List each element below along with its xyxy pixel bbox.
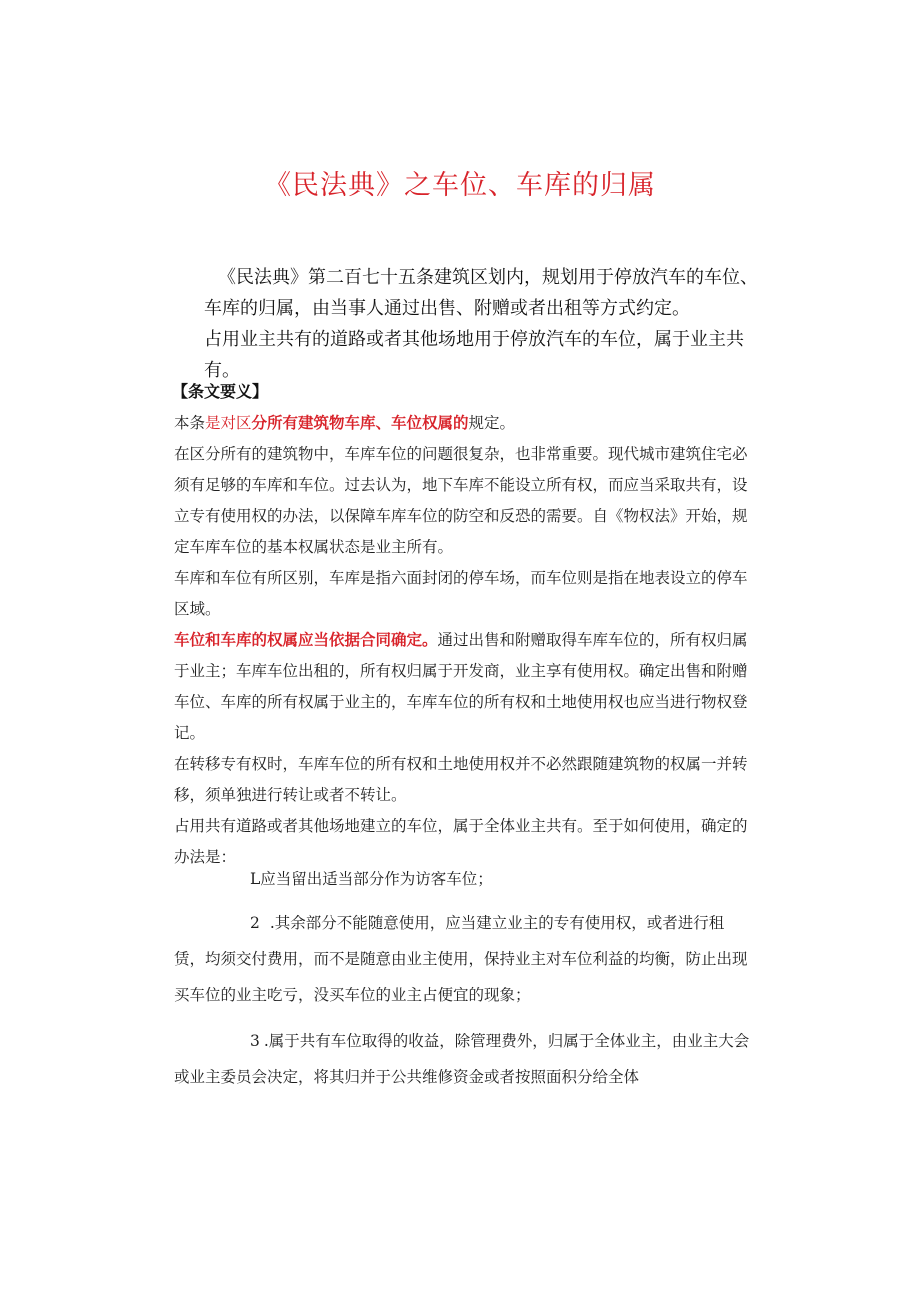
list-item-text: .其余部分不能随意使用，应当建立业主的专有使用权，或者进行租赁，均须交付费用，而不是随意由业主使用，保持业主对车位利益的均衡，防止出现买车位的业主吃亏，没买车位的业主占便宜的现象； bbox=[174, 914, 748, 1004]
list-item bbox=[174, 905, 750, 1013]
law-article bbox=[204, 262, 764, 386]
explanation-body bbox=[174, 408, 750, 873]
paragraph-1-prefix: 本条 bbox=[174, 414, 206, 432]
paragraph-1 bbox=[174, 408, 750, 439]
list-item-number: 2 bbox=[250, 914, 260, 932]
article-text-1: 《民法典》第二百七十五条建筑区划内，规划用于停放汽车的车位、车库的归属，由当事人通过出售、附赠或者出租等方式约定。 bbox=[204, 267, 758, 319]
paragraph-3: 车库和车位有所区别，车库是指六面封闭的停车场，而车位则是指在地表设立的停车区域。 bbox=[174, 569, 748, 618]
paragraph-5: 在转移专有权时，车库车位的所有权和土地使用权并不必然跟随建筑物的权属一并转移，须单独进行转让或者不转让。 bbox=[174, 755, 748, 804]
list-item bbox=[174, 861, 750, 897]
paragraph-1-red-a: 是对区 bbox=[205, 414, 252, 432]
section-heading: 【条文要义】 bbox=[172, 382, 269, 401]
article-text-2: 占用业主共有的道路或者其他场地用于停放汽车的车位，属于业主共有。 bbox=[204, 329, 744, 381]
paragraph-6: 占用共有道路或者其他场地建立的车位，属于全体业主共有。至于如何使用，确定的办法是： bbox=[174, 817, 748, 866]
page-title: 《民法典》之车位、车库的归属 bbox=[264, 170, 656, 201]
list-item bbox=[174, 1023, 750, 1095]
list-item-number: 3 bbox=[250, 1032, 260, 1050]
list-item-text: .属于共有车位取得的收益，除管理费外，归属于全体业主，由业主大会或业主委员会决定，将其归并于公共维修资金或者按照面积分给全体 bbox=[174, 1032, 750, 1086]
paragraph-1-red-b: 分所有建筑物车库、车位权属的 bbox=[251, 414, 469, 432]
list-item-number: L bbox=[250, 870, 261, 888]
paragraph-2: 在区分所有的建筑物中，车库车位的问题很复杂，也非常重要。现代城市建筑住宅必须有足够的车库和车位。过去认为，地下车库不能设立所有权，而应当采取共有，设立专有使用权的办法，以保障车库车位的防空和反恐的需要。自《物权法》开始，规定车库车位的基本权属状态是业主所有。 bbox=[174, 445, 748, 556]
paragraph-4-rest: 通过出售和附赠取得车库车位的，所有权归属于业主；车库车位出租的，所有权归属于开发商，业主享有使用权。确定出售和附赠车位、车库的所有权属于业主的，车库车位的所有权和土地使用权也应当进行物权登记。 bbox=[174, 631, 748, 742]
paragraph-4-red: 车位和车库的权属应当依据合同确定。 bbox=[174, 631, 438, 649]
paragraph-4 bbox=[174, 625, 750, 749]
paragraph-1-suffix: 规定。 bbox=[468, 414, 516, 432]
list-item-text: 应当留出适当部分作为访客车位； bbox=[260, 870, 493, 888]
